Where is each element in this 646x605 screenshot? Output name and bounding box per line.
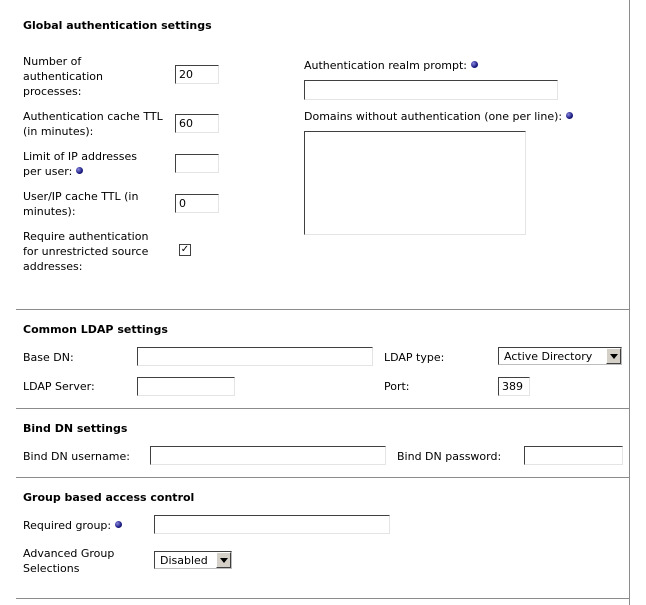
cache-ttl-input[interactable]: 60: [175, 114, 219, 133]
global-auth-heading: Global authentication settings: [23, 19, 212, 32]
ip-limit-input[interactable]: [175, 154, 219, 173]
userip-ttl-label: User/IP cache TTL (in minutes):: [23, 190, 139, 218]
right-border: [629, 0, 630, 605]
section-divider: [16, 309, 630, 310]
port-input[interactable]: 389: [498, 377, 530, 396]
bind-username-input[interactable]: [150, 446, 386, 465]
help-icon[interactable]: [566, 112, 573, 119]
bind-password-label: Bind DN password:: [397, 450, 502, 463]
ldap-server-label: LDAP Server:: [23, 380, 95, 393]
userip-ttl-input[interactable]: 0: [175, 194, 219, 213]
auth-processes-label: Number of authentication processes:: [23, 55, 103, 98]
section-divider: [16, 477, 630, 478]
help-icon[interactable]: [76, 167, 83, 174]
realm-prompt-label: Authentication realm prompt:: [304, 58, 478, 73]
domains-textarea[interactable]: [304, 131, 526, 235]
section-divider: [16, 408, 630, 409]
bind-heading: Bind DN settings: [23, 422, 128, 435]
require-auth-label: Require authentication for unrestricted source addresses:: [23, 230, 149, 273]
base-dn-label: Base DN:: [23, 351, 74, 364]
port-label: Port:: [384, 380, 410, 393]
help-icon[interactable]: [471, 61, 478, 68]
advanced-group-label: Advanced Group Selections: [23, 547, 115, 575]
ldap-type-select[interactable]: [498, 347, 622, 365]
ldap-type-value: Active Directory: [504, 350, 593, 363]
section-divider: [16, 598, 630, 599]
group-heading: Group based access control: [23, 491, 195, 504]
chevron-down-icon[interactable]: [606, 348, 621, 364]
ldap-server-input[interactable]: [137, 377, 235, 396]
ldap-type-label: LDAP type:: [384, 351, 445, 364]
advanced-group-select[interactable]: [154, 551, 232, 569]
auth-processes-input[interactable]: 20: [175, 65, 219, 84]
base-dn-input[interactable]: [137, 347, 373, 366]
advanced-group-value: Disabled: [160, 554, 208, 567]
required-group-input[interactable]: [154, 515, 390, 534]
domains-label: Domains without authentication (one per line):: [304, 109, 573, 124]
ldap-heading: Common LDAP settings: [23, 323, 168, 336]
required-group-label: Required group:: [23, 518, 122, 533]
bind-password-input[interactable]: [524, 446, 623, 465]
require-auth-checkbox[interactable]: ✓: [180, 244, 190, 255]
help-icon[interactable]: [115, 521, 122, 528]
cache-ttl-label: Authentication cache TTL (in minutes):: [23, 110, 163, 138]
chevron-down-icon[interactable]: [216, 552, 231, 568]
bind-username-label: Bind DN username:: [23, 450, 130, 463]
realm-prompt-input[interactable]: [304, 80, 558, 100]
ip-limit-label: Limit of IP addresses per user:: [23, 150, 137, 178]
